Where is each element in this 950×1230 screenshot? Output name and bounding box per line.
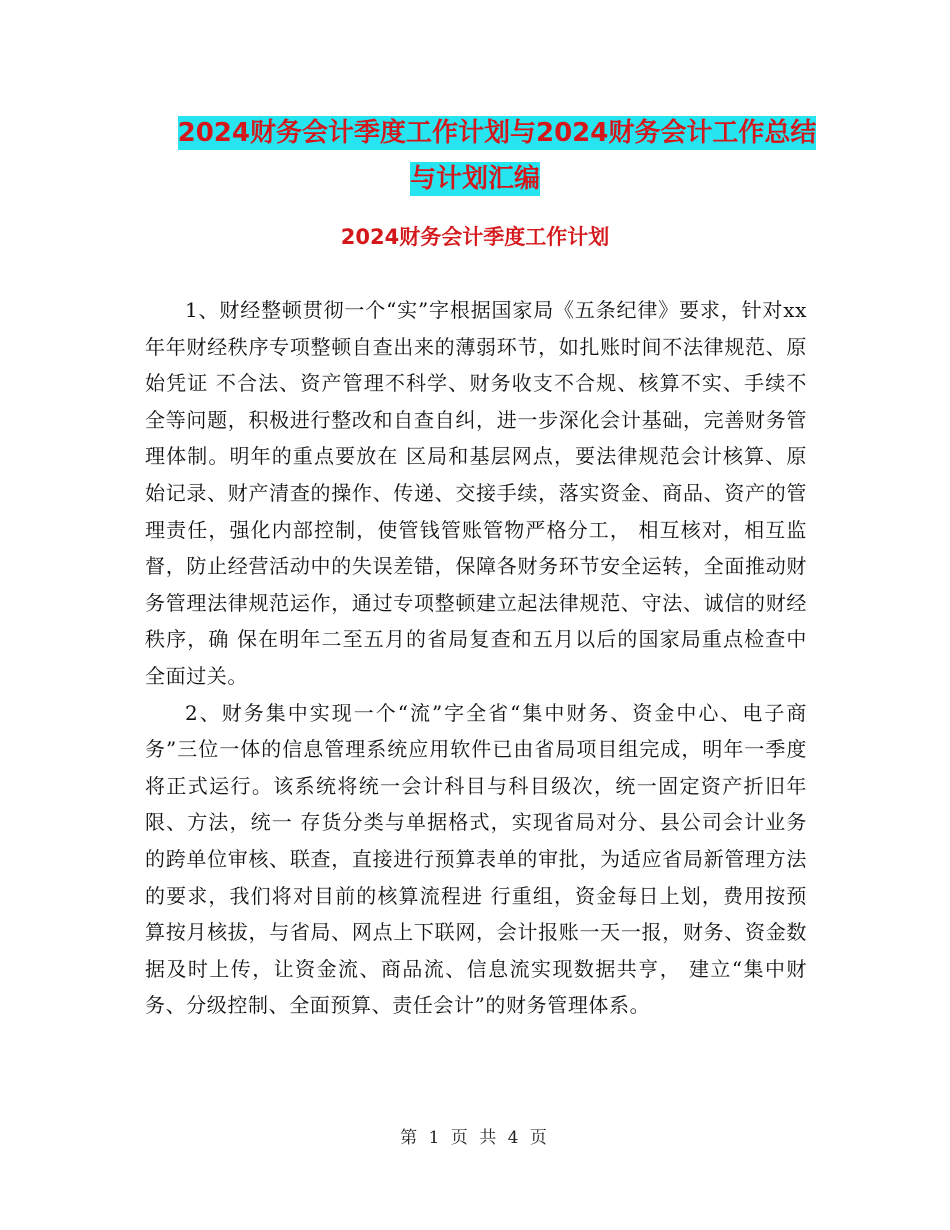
section-title: 2024财务会计季度工作计划: [340, 225, 610, 249]
paragraph-1: 1、财经整顿贯彻一个“实”字根据国家局《五条纪律》要求，针对xx年年财经秩序专项整顿自查出来的薄弱环节，如扎账时间不法律规范、原始凭证 不合法、资产管理不科学、财务收支不合规、核算不实、手续不全等问题，积极进行整改和自查自纠，进一步深化会计基础，完善财务管理体制。明年的重点要放在 区局和基层网点，要法律规范会计核算、原始记录、财产清查的操作、传递、交接手续，落实资金、商品、资产的管理责任，强化内部控制，使管钱管账管物严格分工， 相互核对，相互监督，防止经营活动中的失误差错，保障各财务环节安全运转，全面推动财务管理法律规范运作，通过专项整顿建立起法律规范、守法、诚信的财经秩序，确 保在明年二至五月的省局复查和五月以后的国家局重点检查中全面过关。: [145, 298, 807, 688]
document-title-line-1: [0, 110, 950, 156]
document-title: [0, 110, 950, 202]
body-text: [145, 292, 807, 1024]
page-footer: 第 1 页 共 4 页: [400, 1128, 550, 1148]
document-title-line-2: [0, 156, 950, 202]
title-highlight-2: 与计划汇编: [409, 164, 540, 194]
title-highlight-1: 2024财务会计季度工作计划与2024财务会计工作总结: [177, 118, 817, 148]
paragraph-2: 2、财务集中实现一个“流”字全省“集中财务、资金中心、电子商务”三位一体的信息管理系统应用软件已由省局项目组完成，明年一季度将正式运行。该系统将统一会计科目与科目级次，统一固定资产折旧年限、方法，统一 存货分类与单据格式，实现省局对分、县公司会计业务的跨单位审核、联查，直接进行预算表单的审批，为适应省局新管理方法的要求，我们将对目前的核算流程进 行重组，资金每日上划，费用按预算按月核拔，与省局、网点上下联网，会计报账一天一报，财务、资金数据及时上传，让资金流、商品流、信息流实现数据共亨， 建立“集中财务、分级控制、全面预算、责任会计”的财务管理体系。: [145, 700, 807, 1018]
